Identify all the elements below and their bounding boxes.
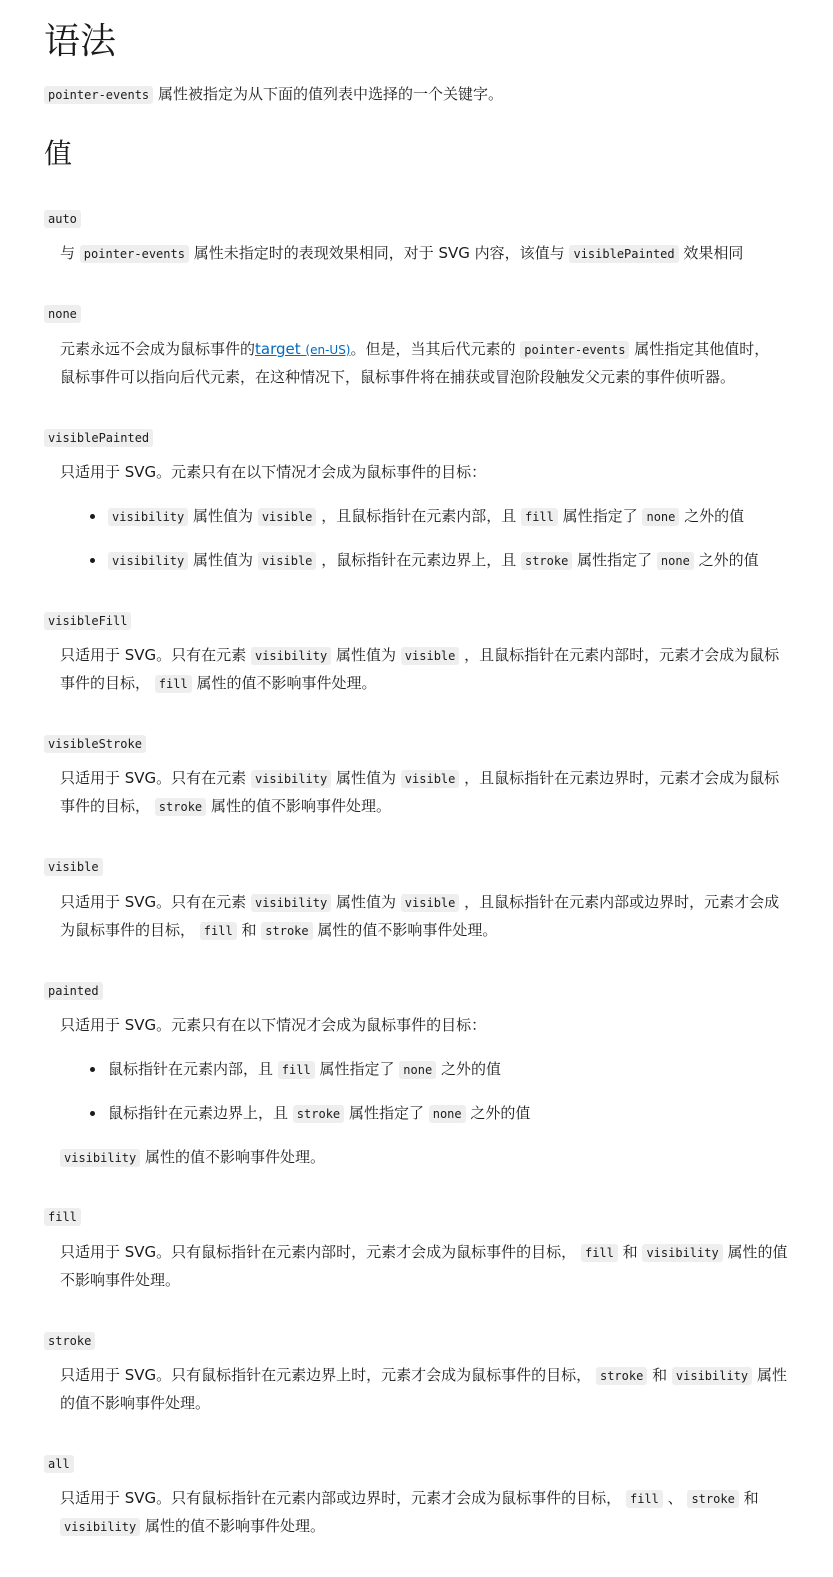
text-fragment: 之外的值: [698, 551, 759, 569]
text-fragment: 之外的值: [684, 507, 745, 525]
text-fragment: 属性的值不影响事件处理。: [210, 797, 391, 815]
desc-fill-line1: [60, 1239, 788, 1266]
inline-code: visible: [401, 770, 460, 788]
inline-code: visibility: [60, 1518, 140, 1536]
text-fragment: 事件的目标，: [60, 797, 151, 815]
code-pointer-events: pointer-events: [44, 86, 153, 104]
list-item: [108, 503, 744, 530]
text-fragment: 属性值为: [193, 551, 254, 569]
desc-stroke-line1: [60, 1362, 787, 1389]
text-fragment: 和: [743, 1489, 759, 1507]
text-fragment: 只适用于 SVG。只有鼠标指针在元素内部或边界时，元素才会成为鼠标事件的目标，: [60, 1489, 622, 1507]
text-fragment: 属性值为: [193, 507, 254, 525]
term-visiblePainted: [44, 428, 153, 447]
inline-code: visible: [258, 508, 317, 526]
bullet: [90, 1067, 95, 1072]
inline-code: fill: [626, 1490, 663, 1508]
text-fragment: 鼠标指针在元素内部，且: [108, 1060, 274, 1078]
text-fragment: 、: [667, 1489, 683, 1507]
text-fragment: 属性值为: [336, 646, 397, 664]
text-fragment: 属性指定了: [562, 507, 638, 525]
text-fragment: 只适用于 SVG。只有在元素: [60, 769, 247, 787]
text-fragment: 属性指定了: [577, 551, 653, 569]
desc-fill-line2: 不影响事件处理。: [60, 1271, 181, 1289]
inline-code: none: [44, 305, 81, 323]
inline-code: none: [429, 1105, 466, 1123]
text-fragment: 元素永远不会成为鼠标事件的: [60, 340, 256, 358]
code: visiblePainted: [569, 245, 678, 263]
inline-code: visibility: [642, 1244, 722, 1262]
inline-code: visibility: [251, 647, 331, 665]
text-fragment: 只适用于 SVG。只有鼠标指针在元素内部时，元素才会成为鼠标事件的目标，: [60, 1243, 577, 1261]
desc-all-line2: [60, 1513, 325, 1540]
intro-paragraph: [44, 81, 503, 108]
desc-visible-line2: [60, 917, 497, 944]
heading-syntax: 语法: [44, 21, 117, 62]
inline-code: visibility: [60, 1149, 140, 1167]
bullet: [90, 1111, 95, 1116]
inline-code: fill: [278, 1061, 315, 1079]
inline-code: none: [642, 508, 679, 526]
term-visibleFill: [44, 611, 131, 630]
bullet: [90, 514, 95, 519]
term-none: [44, 304, 81, 323]
text-fragment: 之外的值: [440, 1060, 501, 1078]
inline-code: visibleStroke: [44, 735, 146, 753]
text-fragment: 与: [60, 244, 76, 262]
inline-code: visible: [258, 552, 317, 570]
desc-visibleFill-line2: [60, 670, 377, 697]
text-fragment: ，鼠标指针在元素边界上，且: [321, 551, 517, 569]
text-fragment: 之外的值: [470, 1104, 531, 1122]
text-fragment: 只适用于 SVG。只有在元素: [60, 893, 247, 911]
desc-visibleStroke-line2: [60, 793, 391, 820]
text-fragment: 属性值为: [336, 769, 397, 787]
text-fragment: 属性的值不影响事件处理。: [196, 674, 377, 692]
text-fragment: 属性指定其他值时，: [634, 340, 770, 358]
inline-code: stroke: [521, 552, 572, 570]
text-fragment: ，且鼠标指针在元素内部，且: [321, 507, 517, 525]
inline-code: visibility: [672, 1367, 752, 1385]
inline-code: visibility: [251, 770, 331, 788]
inline-code: all: [44, 1455, 74, 1473]
desc-all-line1: [60, 1485, 759, 1512]
desc-painted-note: [60, 1144, 325, 1171]
term-auto: [44, 209, 81, 228]
inline-code: auto: [44, 210, 81, 228]
desc-none-line1: [60, 336, 769, 363]
desc-visible-line1: [60, 889, 779, 916]
bullet: [90, 558, 95, 563]
intro-text: 属性被指定为从下面的值列表中选择的一个关键字。: [157, 85, 503, 103]
inline-code: visible: [401, 647, 460, 665]
inline-code: none: [657, 552, 694, 570]
list-item: [108, 1056, 501, 1083]
inline-code: visibility: [108, 552, 188, 570]
term-painted: [44, 981, 103, 1000]
text-fragment: 属性未指定时的表现效果相同，对于 SVG 内容，该值与: [193, 244, 565, 262]
target-link[interactable]: [255, 340, 350, 358]
inline-code: fill: [44, 1208, 81, 1226]
desc-visiblePainted: 只适用于 SVG。元素只有在以下情况才会成为鼠标事件的目标：: [60, 463, 487, 481]
text-fragment: ，且鼠标指针在元素内部时，元素才会成为鼠标: [464, 646, 780, 664]
text-fragment: 属性指定了: [348, 1104, 424, 1122]
text-fragment: 和: [652, 1366, 668, 1384]
text-fragment: ，且鼠标指针在元素边界时，元素才会成为鼠标: [464, 769, 780, 787]
text-fragment: 和: [241, 921, 257, 939]
inline-code: visiblePainted: [44, 429, 153, 447]
inline-code: stroke: [155, 798, 206, 816]
text-fragment: 属性的值不影响事件处理。: [145, 1148, 326, 1166]
desc-auto: [60, 240, 743, 267]
text-fragment: 鼠标指针在元素边界上，且: [108, 1104, 289, 1122]
text-fragment: 属性指定了: [319, 1060, 395, 1078]
inline-code: painted: [44, 982, 103, 1000]
text-fragment: 效果相同: [683, 244, 744, 262]
inline-code: fill: [521, 508, 558, 526]
text-fragment: 。但是，当其后代元素的: [350, 340, 516, 358]
inline-code: visibility: [108, 508, 188, 526]
term-all: [44, 1454, 74, 1473]
desc-visibleStroke-line1: [60, 765, 779, 792]
inline-code: stroke: [596, 1367, 647, 1385]
inline-code: visibility: [251, 894, 331, 912]
inline-code: visible: [401, 894, 460, 912]
term-visible: [44, 857, 103, 876]
inline-code: visible: [44, 858, 103, 876]
heading-values: 值: [44, 137, 73, 170]
term-stroke: [44, 1331, 95, 1350]
term-visibleStroke: [44, 734, 146, 753]
desc-painted: 只适用于 SVG。元素只有在以下情况才会成为鼠标事件的目标：: [60, 1016, 487, 1034]
desc-visibleFill-line1: [60, 642, 779, 669]
inline-code: fill: [155, 675, 192, 693]
inline-code: stroke: [44, 1332, 95, 1350]
text-fragment: 属性值为: [336, 893, 397, 911]
inline-code: stroke: [687, 1490, 738, 1508]
code: pointer-events: [520, 341, 629, 359]
text-fragment: ，且鼠标指针在元素内部或边界时，元素才会成: [464, 893, 780, 911]
desc-stroke-line2: 的值不影响事件处理。: [60, 1394, 211, 1412]
inline-code: visibleFill: [44, 612, 131, 630]
list-item: [108, 547, 759, 574]
text-fragment: 属性的值不影响事件处理。: [145, 1517, 326, 1535]
inline-code: stroke: [293, 1105, 344, 1123]
inline-code: none: [399, 1061, 436, 1079]
text-fragment: 和: [622, 1243, 638, 1261]
text-fragment: 属性的值: [727, 1243, 788, 1261]
desc-none-line2: 鼠标事件可以指向后代元素，在这种情况下，鼠标事件将在捕获或冒泡阶段触发父元素的事件侦听器。: [60, 368, 736, 386]
inline-code: stroke: [261, 922, 312, 940]
text-fragment: (en-US): [305, 343, 351, 357]
text-fragment: 为鼠标事件的目标，: [60, 921, 196, 939]
list-item: [108, 1100, 530, 1127]
text-fragment: 只适用于 SVG。只有在元素: [60, 646, 247, 664]
text-fragment: 属性的值不影响事件处理。: [317, 921, 498, 939]
inline-code: fill: [581, 1244, 618, 1262]
text-fragment: 事件的目标，: [60, 674, 151, 692]
text-fragment: 只适用于 SVG。只有鼠标指针在元素边界上时，元素才会成为鼠标事件的目标，: [60, 1366, 592, 1384]
text-fragment: 属性: [756, 1366, 787, 1384]
code: pointer-events: [80, 245, 189, 263]
inline-code: fill: [200, 922, 237, 940]
term-fill: [44, 1207, 81, 1226]
text-fragment: target: [255, 340, 301, 358]
